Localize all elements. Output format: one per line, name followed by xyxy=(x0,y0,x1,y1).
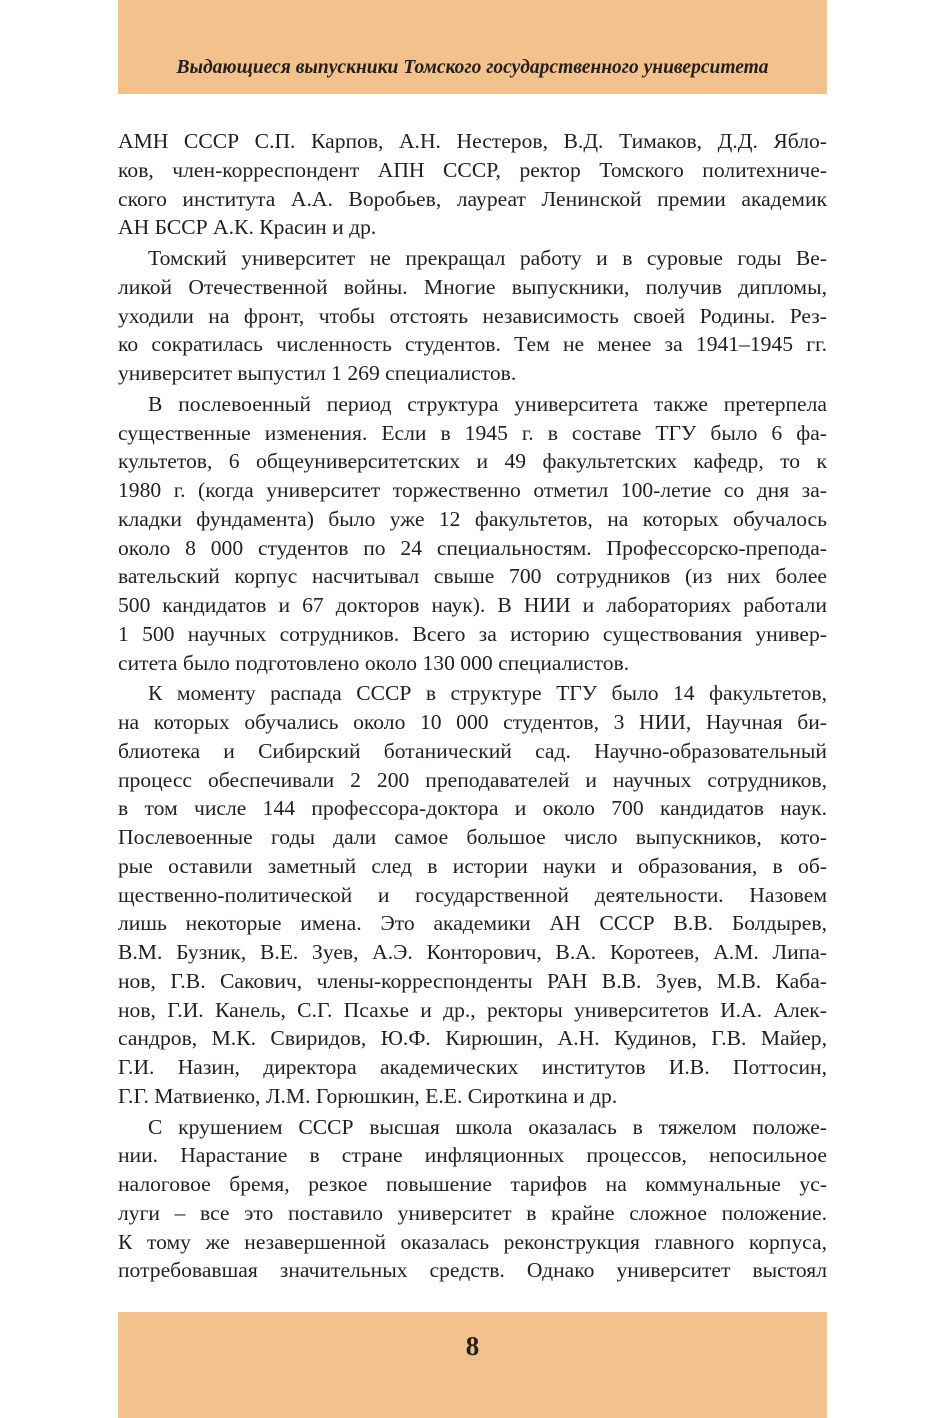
text-line: налоговое бремя, резкое повышение тарифов на коммунальные ус- xyxy=(118,1172,827,1196)
text-line: В.М. Бузник, В.Е. Зуев, А.Э. Конторович, В.А. Коротеев, А.М. Липа- xyxy=(118,940,827,964)
text-line: блиотека и Сибирский ботанический сад. Научно-образовательный xyxy=(118,738,827,763)
text-line: Послевоенные годы дали самое большое число выпускников, кото- xyxy=(118,825,827,849)
paragraph xyxy=(118,1113,827,1286)
text-line: потребовавшая значительных средств. Однако университет выстоял xyxy=(118,1258,827,1283)
paragraph xyxy=(118,390,827,678)
text-line: С крушением СССР высшая школа оказалась в тяжелом положе- xyxy=(148,1114,827,1139)
page-number: 8 xyxy=(465,1331,480,1361)
text-line: около 8 000 студентов по 24 специальностям. Профессорско-препода- xyxy=(118,535,827,560)
text-line: Г.И. Назин, директора академических институтов И.В. Поттосин, xyxy=(118,1055,827,1079)
text-line: луги – все это поставило университет в крайне сложное положение. xyxy=(118,1200,827,1225)
text-line: ко сократилась численность студентов. Тем не менее за 1941–1945 гг. xyxy=(118,332,827,357)
text-line: ликой Отечественной войны. Многие выпускники, получив дипломы, xyxy=(118,274,827,299)
text-line: на которых обучались около 10 000 студентов, 3 НИИ, Научная би- xyxy=(118,710,827,734)
text-line: 1 500 научных сотрудников. Всего за историю существования универ- xyxy=(118,621,827,646)
text-line: ского института А.А. Воробьев, лауреат Ленинской премии академик xyxy=(118,186,827,211)
text-line: нов, Г.В. Сакович, члены-корреспонденты РАН В.В. Зуев, М.В. Каба- xyxy=(118,968,827,993)
header-band xyxy=(118,0,827,94)
text-line: 1980 г. (когда университет торжественно отметил 100-летие со дня за- xyxy=(118,478,827,502)
text-line: существенные изменения. Если в 1945 г. в составе ТГУ было 6 фа- xyxy=(118,420,827,445)
text-line: АН БССР А.К. Красин и др. xyxy=(118,215,377,240)
text-line: ков, член-корреспондент АПН СССР, ректор Томского политехниче- xyxy=(118,157,827,182)
text-line: АМН СССР С.П. Карпов, А.Н. Нестеров, В.Д. Тимаков, Д.Д. Ябло- xyxy=(118,129,827,153)
text-line: Г.Г. Матвиенко, Л.М. Горюшкин, Е.Е. Сироткина и др. xyxy=(118,1083,618,1108)
paragraph xyxy=(118,244,827,388)
text-line: процесс обеспечивали 2 200 преподавателей и научных сотрудников, xyxy=(118,767,827,792)
text-line: нии. Нарастание в стране инфляционных процессов, непосильное xyxy=(118,1143,827,1168)
text-line: университет выпустил 1 269 специалистов. xyxy=(118,361,517,385)
text-line: в том числе 144 профессора-доктора и около 700 кандидатов наук. xyxy=(118,796,827,821)
text-line: вательский корпус насчитывал свыше 700 сотрудников (из них более xyxy=(118,564,827,589)
paragraph xyxy=(118,127,827,242)
text-line: Томский университет не прекращал работу и в суровые годы Ве- xyxy=(148,246,827,270)
text-line: щественно-политической и государственной деятельности. Назовем xyxy=(118,882,827,907)
text-line: В послевоенный период структура университета также претерпела xyxy=(148,391,827,416)
body-text xyxy=(118,127,827,1285)
text-line: К тому же незавершенной оказалась реконструкция главного корпуса, xyxy=(118,1229,827,1254)
text-line: нов, Г.И. Канель, С.Г. Псахье и др., ректоры университетов И.А. Алек- xyxy=(118,997,827,1022)
footer-band xyxy=(118,1312,827,1418)
text-line: лишь некоторые имена. Это академики АН СССР В.В. Болдырев, xyxy=(118,911,827,936)
text-line: кладки фундамента) было уже 12 факультетов, на которых обучалось xyxy=(118,506,827,531)
paragraph xyxy=(118,679,827,1110)
text-line: сандров, М.К. Свиридов, Ю.Ф. Кирюшин, А.Н. Кудинов, Г.В. Майер, xyxy=(118,1026,827,1051)
text-line: рые оставили заметный след в истории науки и образования, в об- xyxy=(118,853,827,878)
running-header-title: Выдающиеся выпускники Томского государственного университета xyxy=(176,57,769,78)
text-line: К моменту распада СССР в структуре ТГУ было 14 факультетов, xyxy=(148,681,827,706)
text-line: 500 кандидатов и 67 докторов наук). В НИИ и лабораториях работали xyxy=(118,593,827,617)
text-line: уходили на фронт, чтобы отстоять независимость своей Родины. Рез- xyxy=(118,303,827,328)
text-line: ситета было подготовлено около 130 000 специалистов. xyxy=(118,650,630,675)
text-line: культетов, 6 общеуниверситетских и 49 факультетских кафедр, то к xyxy=(118,449,827,474)
